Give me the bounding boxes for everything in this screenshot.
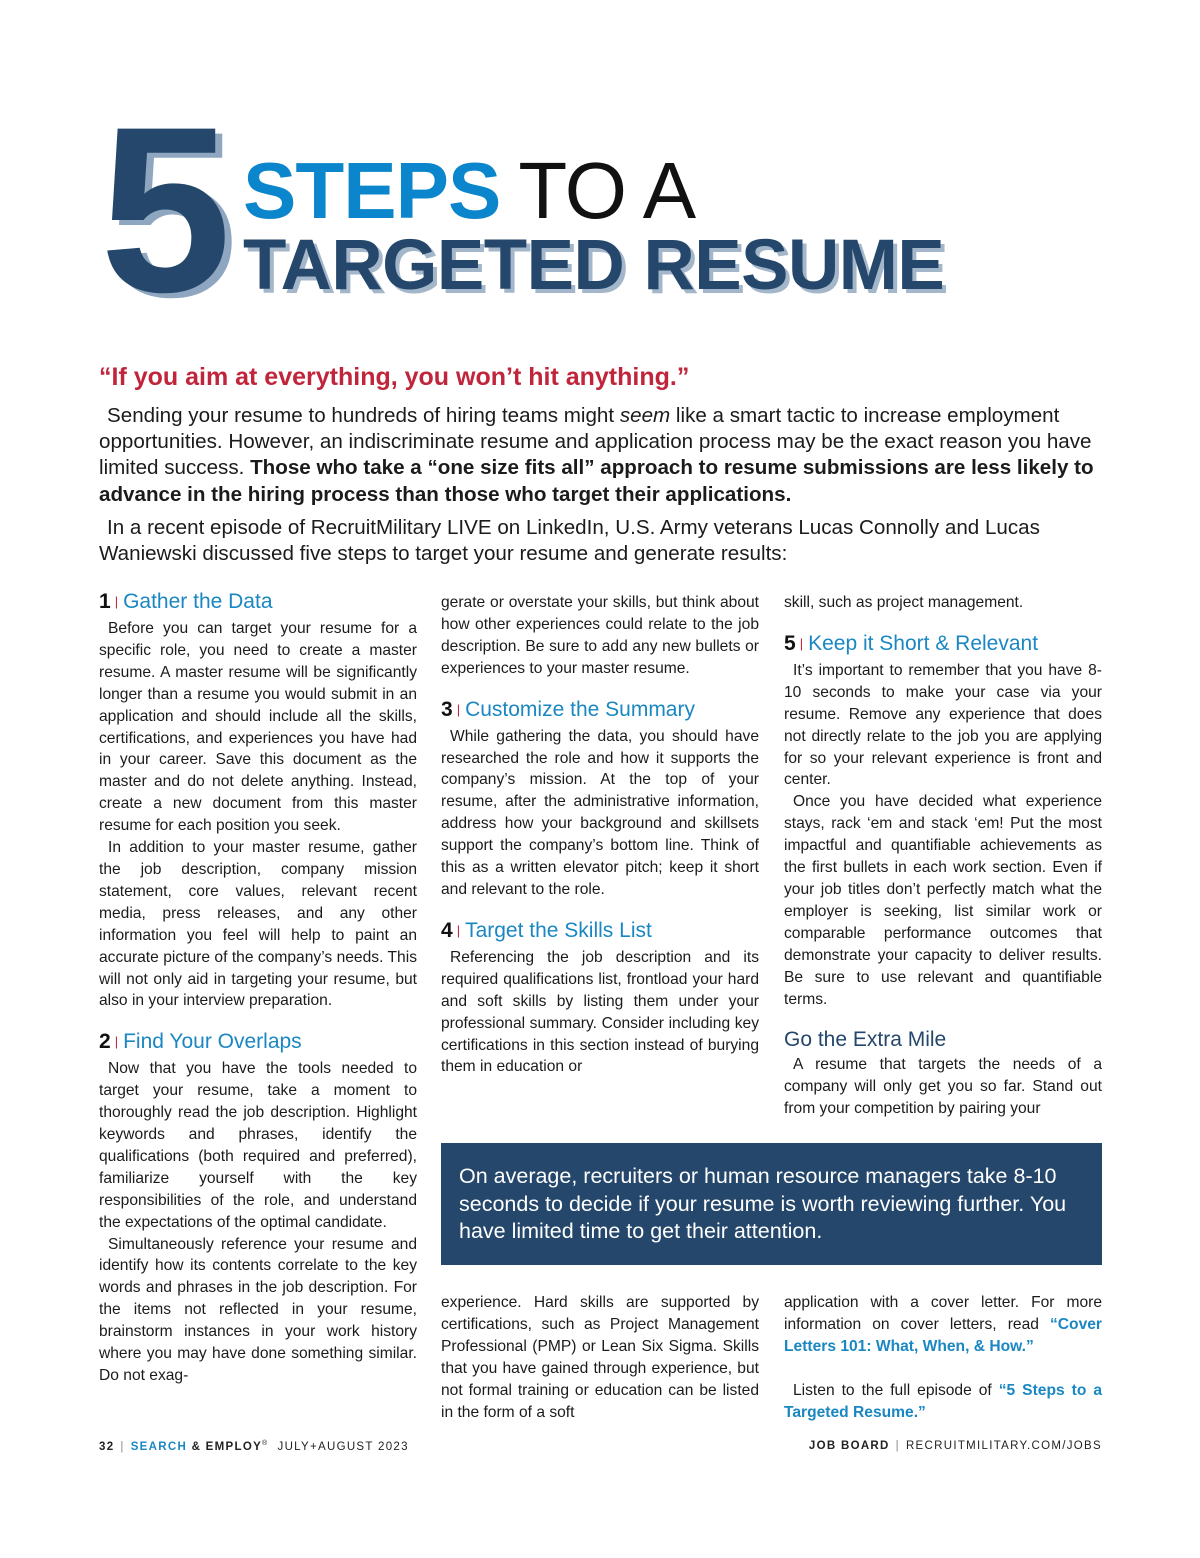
footer-separator: | xyxy=(120,1440,125,1453)
column-1 xyxy=(99,590,417,1387)
column-2-bottom xyxy=(441,1292,759,1423)
footer-url[interactable]: RECRUITMILITARY.COM/JOBS xyxy=(905,1440,1102,1452)
step-4-continued-2: skill, such as project management. xyxy=(784,594,1024,611)
step-2-continued: gerate or overstate your skills, but think about how other experiences could relate to the job description. Be sure to add any new bullets or experiences to your master resume. xyxy=(441,594,759,677)
step-1-heading xyxy=(99,590,417,616)
title-line-1 xyxy=(243,146,696,235)
registered-mark: ® xyxy=(262,1440,269,1447)
intro-paragraph-2: In a recent episode of RecruitMilitary LIVE on LinkedIn, U.S. Army veterans Lucas Connolly and Lucas Waniewski discussed five steps to target your resume and generate results: xyxy=(99,516,1040,566)
step-3-heading xyxy=(441,698,759,724)
publication-employ: & EMPLOY xyxy=(187,1440,263,1453)
step-number: 5 xyxy=(784,631,796,655)
intro-emphasis: seem xyxy=(619,404,671,427)
extra-mile-continued xyxy=(784,1292,1102,1358)
step-title: Gather the Data xyxy=(123,590,273,613)
step-2-heading xyxy=(99,1030,417,1056)
publication-search: SEARCH xyxy=(130,1440,188,1453)
step-separator: | xyxy=(456,701,461,717)
intro-text-a: Sending your resume to hundreds of hiring teams might xyxy=(107,404,620,427)
listen-paragraph xyxy=(784,1380,1102,1424)
listen-text: Listen to the full episode of xyxy=(793,1381,999,1399)
step-5-paragraph: It’s important to remember that you have 8-10 seconds to make your case via your resume. Remove any experience that does not directly relate to the job you are applying for so your relevant experience is front and center. xyxy=(784,661,1102,789)
column-2 xyxy=(441,592,759,1078)
step-number: 4 xyxy=(441,918,453,942)
extra-mile-title: Go the Extra Mile xyxy=(784,1028,947,1052)
page-number: 32 xyxy=(99,1440,115,1453)
job-board-label: JOB BOARD xyxy=(808,1440,890,1452)
step-title: Keep it Short & Relevant xyxy=(808,631,1039,655)
step-separator: | xyxy=(799,635,804,651)
column-3-bottom xyxy=(784,1292,1102,1424)
extra-mile-text: application with a cover letter. For more information on cover letters, read xyxy=(784,1294,1102,1333)
step-number: 2 xyxy=(99,1030,111,1054)
step-2-paragraph: Now that you have the tools needed to target your resume, take a moment to thoroughly read the job description. Highlight keywords and phrases, identify the qualifications (both required and preferred), familiarize yourself with the key responsibilities of the role, and understand the expectations of the optimal candidate. xyxy=(99,1060,417,1231)
cover-letters-link[interactable]: “Cover Letters 101: What, When, & How.” xyxy=(784,1315,1102,1355)
extra-mile-heading xyxy=(784,1028,1102,1052)
step-separator: | xyxy=(114,1034,119,1050)
step-1-paragraph: Before you can target your resume for a specific role, you need to create a master resume. A master resume will be significantly longer than a resume you would submit in an application and should include all the skills, certifications, and experiences you have had in your career. Save this document as the master and do not delete anything. Instead, create a new document from this master resume for each position you seek. xyxy=(99,620,417,835)
footer-right xyxy=(809,1440,1102,1452)
issue-date: JULY+AUGUST 2023 xyxy=(277,1440,409,1453)
step-title: Customize the Summary xyxy=(465,697,695,721)
step-4-paragraph: Referencing the job description and its required qualifications list, frontload your hard and soft skills by listing them under your professional summary. Consider including key certifications in this section instead of burying them in education or xyxy=(441,948,759,1076)
callout-box xyxy=(441,1143,1102,1265)
title-targeted-resume: TARGETED RESUME xyxy=(243,226,945,305)
step-number: 3 xyxy=(441,697,453,721)
intro-paragraph-1 xyxy=(99,403,1102,508)
step-5-paragraph: Once you have decided what experience stays, rack ‘em and stack ‘em! Put the most impactful and quantifiable achievements as the first bullets in each work section. Even if your job titles don’t perfectly match what the employer is seeking, list similar work or comparable performance outcomes that demonstrate your capacity to deliver results. Be sure to use relevant and quantifiable terms. xyxy=(784,793,1102,1008)
extra-mile-paragraph: A resume that targets the needs of a company will only get you so far. Stand out from your competition by pairing your xyxy=(784,1056,1102,1118)
step-4-heading xyxy=(441,919,759,945)
footer-left xyxy=(99,1440,409,1453)
title-number: 5 xyxy=(100,78,228,342)
step-title: Target the Skills List xyxy=(465,918,652,942)
intro-bold: Those who take a “one size fits all” approach to resume submissions are less likely to advance in the hiring process than those who target their applications. xyxy=(99,456,1094,506)
step-1-paragraph: In addition to your master resume, gather the job description, company mission statement, core values, relevant recent media, press releases, and any other information you feel will help to paint an accurate picture of the company’s needs. This will not only aid in targeting your resume, but also in your interview preparation. xyxy=(99,839,417,1010)
step-separator: | xyxy=(456,922,461,938)
title-steps: STEPS xyxy=(243,146,501,235)
intro-text-b: like a smart tactic to increase employment opportunities. However, an indiscriminate resume and application process may be the exact reason you have limited success. xyxy=(99,404,1092,480)
step-5-heading xyxy=(784,632,1102,658)
step-3-paragraph: While gathering the data, you should have researched the role and how it supports the company’s mission. At the top of your resume, after the administrative information, address how your background and skillsets support the company’s bottom line. Think of this as a written elevator pitch; keep it short and relevant to the role. xyxy=(441,727,759,898)
step-number: 1 xyxy=(99,590,111,613)
step-title: Find Your Overlaps xyxy=(123,1030,302,1054)
step-separator: | xyxy=(114,594,119,609)
title-to-a: TO A xyxy=(518,146,696,235)
episode-link[interactable]: “5 Steps to a Targeted Resume.” xyxy=(784,1381,1102,1421)
pull-quote: “If you aim at everything, you won’t hit anything.” xyxy=(99,363,690,391)
footer-separator: | xyxy=(895,1440,900,1452)
step-4-continued: experience. Hard skills are supported by certifications, such as Project Management Professional (PMP) or Lean Six Sigma. Skills that you have gained through experience, but not formal training or education can be listed in the form of a soft xyxy=(441,1294,759,1421)
step-2-paragraph: Simultaneously reference your resume and identify how its contents correlate to the key words and phrases in the job description. For the items not reflected in your resume, brainstorm instances in your work history where you may have done something similar. Do not exag- xyxy=(99,1235,417,1384)
callout-text: On average, recruiters or human resource managers take 8-10 seconds to decide if your resume is worth reviewing further. You have limited time to get their attention. xyxy=(459,1164,1067,1243)
column-3 xyxy=(784,592,1102,1120)
